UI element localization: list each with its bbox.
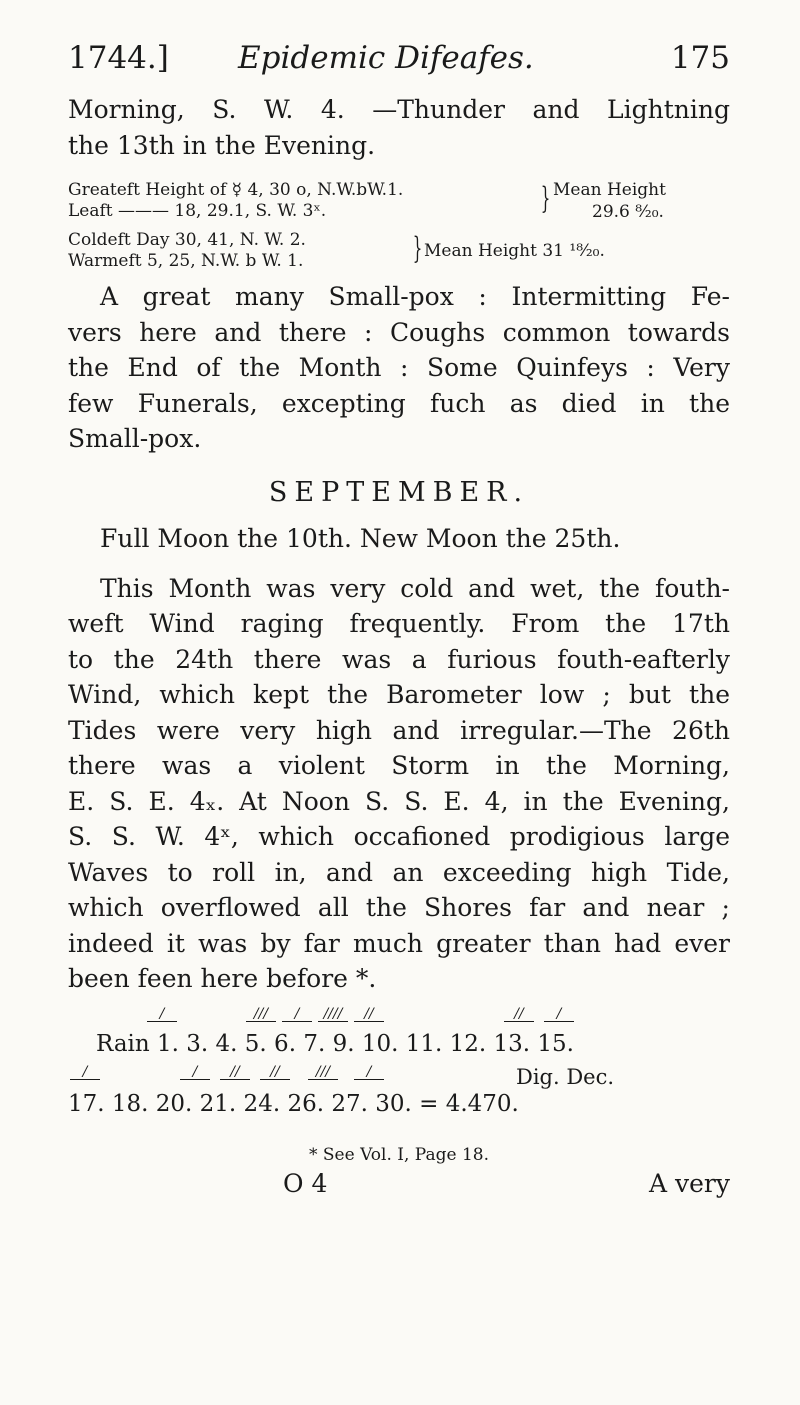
running-head-title: Epidemic Difeafes. (238, 40, 534, 76)
text-line: Wind, which kept the Barometer low ; but the (68, 680, 730, 709)
rain-mark: // (220, 1067, 250, 1080)
rain-mark: /// (308, 1067, 338, 1080)
text-line: S. S. W. 4ˣ, which occafioned prodigious large (68, 822, 730, 851)
text-line: been feen here before *. (68, 964, 377, 993)
signature-mark: O 4 (283, 1168, 328, 1198)
text-line: Tides were very high and irregular.—The 26th (68, 715, 730, 745)
rain-mark: / (544, 1009, 574, 1022)
rain-days-line-1: Rain 1. 3. 4. 5. 6. 7. 9. 10. 11. 12. 13. 15. (96, 1030, 574, 1057)
weather-row-coldest: Coldeft Day 30, 41, N. W. 2. (68, 230, 306, 250)
rain-mark: /// (246, 1009, 276, 1022)
running-head-year: 1744.] (68, 40, 169, 76)
text-line: A great many Small-pox : Intermitting Fe- (100, 282, 730, 311)
text-line: E. S. E. 4ₓ. At Noon S. S. E. 4, in the Evening, (68, 786, 730, 816)
running-head (68, 40, 730, 92)
text-line: few Funerals, excepting fuch as died in the (68, 388, 730, 418)
rain-mark: // (504, 1009, 534, 1022)
rain-mark: / (180, 1067, 210, 1080)
page-footer (68, 1169, 730, 1209)
month-heading: SEPTEMBER. (268, 476, 530, 508)
text-line: the 13th in the Evening. (68, 130, 376, 160)
rain-marks-row-1 (68, 1005, 730, 1029)
text-line: Small-pox. (68, 424, 202, 453)
rain-mark: / (354, 1067, 384, 1080)
moon-phases: Full Moon the 10th. New Moon the 25th. (100, 523, 621, 553)
rain-mark: / (282, 1009, 312, 1022)
weather-row-least: Leaft ——— 18, 29.1, S. W. 3ˣ. (68, 201, 327, 221)
book-page (68, 40, 730, 1209)
page-number: 175 (670, 40, 730, 76)
text-line: weft Wind raging frequently. From the 17th (68, 609, 730, 638)
text-line: there was a violent Storm in the Morning, (68, 751, 730, 780)
text-line: which overflowed all the Shores far and near ; (68, 893, 730, 922)
text-line: the End of the Month : Some Quinfeys : Very (68, 353, 730, 382)
mean-height-temperature: Mean Height 31 ¹⁸⁄₂₀. (424, 241, 605, 261)
rain-record (68, 1005, 730, 1127)
weather-paragraph (68, 571, 730, 997)
text-line: Morning, S. W. 4. —Thunder and Lightning (68, 95, 730, 124)
rain-mark: / (70, 1067, 100, 1080)
rain-mark: //// (318, 1009, 348, 1022)
rain-marks-row-2 (68, 1063, 730, 1089)
footnote: * See Vol. I, Page 18. (309, 1144, 489, 1165)
text-line: indeed it was by far much greater than had ever (68, 928, 730, 958)
rain-mark: / (147, 1009, 177, 1022)
text-line: Waves to roll in, and an exceeding high Tide, (68, 857, 730, 887)
rain-mark: // (354, 1009, 384, 1022)
catchword: A very (649, 1168, 730, 1198)
brace-mark: } (540, 181, 551, 216)
text-line: to the 24th there was a furious fouth-eafterly (68, 644, 730, 674)
text-line: vers here and there : Coughs common towards (68, 317, 730, 347)
mean-height-value: 29.6 ⁸⁄₂₀. (592, 202, 664, 222)
weather-table (68, 179, 730, 279)
rain-mark: // (260, 1067, 290, 1080)
rain-total-label: Dig. Dec. (516, 1064, 615, 1089)
intro-text (68, 92, 730, 163)
rain-days-line-2: 17. 18. 20. 21. 24. 26. 27. 30. = 4.470. (68, 1090, 519, 1117)
brace-mark: } (412, 231, 423, 266)
text-line: This Month was very cold and wet, the fouth- (100, 573, 730, 603)
mean-height-label: Mean Height (553, 180, 666, 200)
weather-row-greatest: Greateft Height of ☿ 4, 30 o, N.W.bW.1. (68, 180, 404, 200)
weather-row-warmest: Warmeft 5, 25, N.W. b W. 1. (68, 251, 304, 271)
diseases-paragraph (68, 279, 730, 457)
